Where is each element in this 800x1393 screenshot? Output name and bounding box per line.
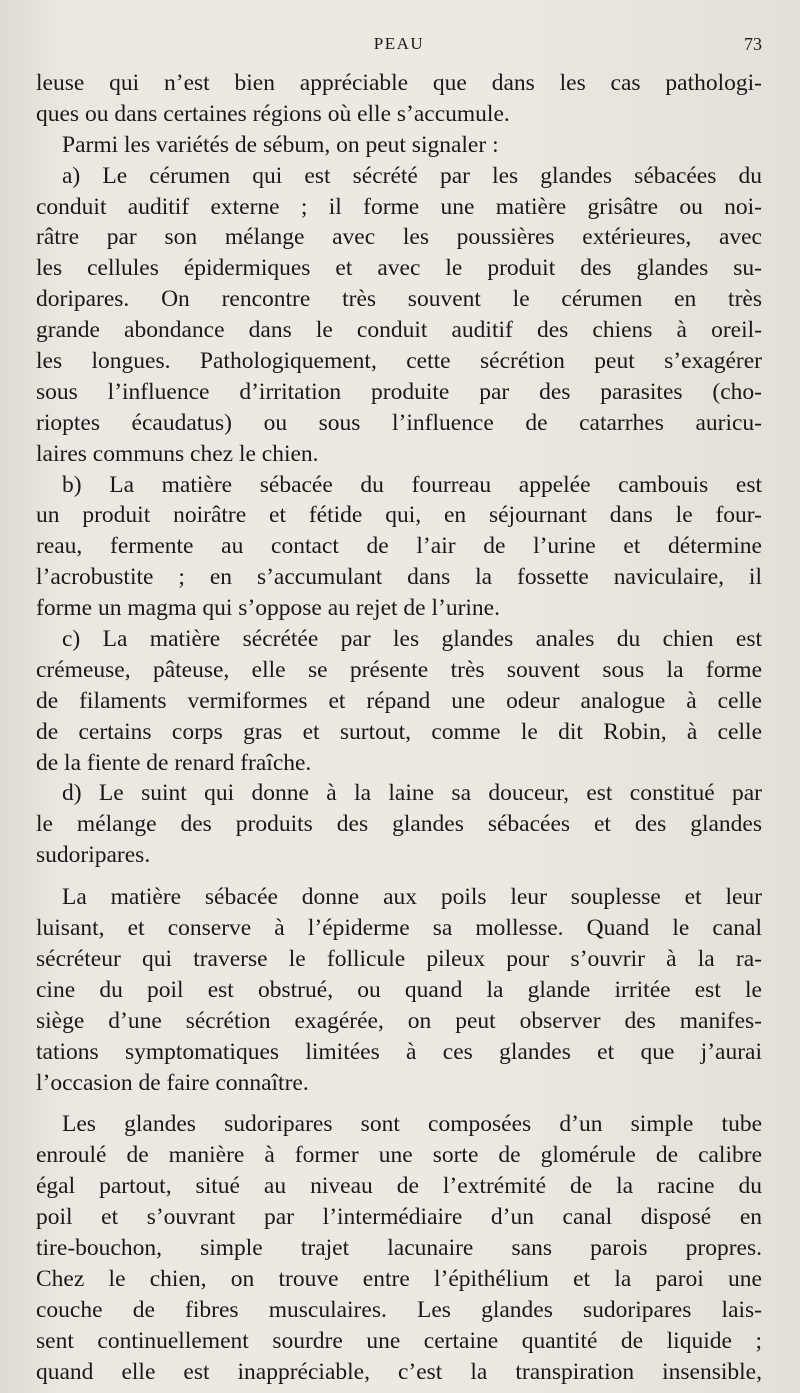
text-line: de la fiente de renard fraîche.	[36, 749, 312, 776]
text-line: ques ou dans certaines régions où elle s’accumule.	[36, 100, 510, 127]
text-line: quand elle est inappréciable, c’est la transpiration insensible,	[36, 1358, 762, 1385]
text-line: l’acrobustite ; en s’accumulant dans la fossette naviculaire, il	[36, 564, 762, 591]
text-line: forme un magma qui s’oppose au rejet de l’urine.	[36, 595, 500, 622]
text-line: sudoripares.	[36, 842, 151, 869]
text-line: l’occasion de faire connaître.	[36, 1069, 309, 1096]
text-line: de certains corps gras et surtout, comme le dit Robin, à celle	[36, 718, 762, 745]
text-line: cine du poil est obstrué, ou quand la glande irritée est le	[36, 976, 762, 1003]
text-line: laires communs chez le chien.	[36, 440, 319, 467]
text-line: Les glandes sudoripares sont composées d’un simple tube	[62, 1111, 762, 1138]
text-line: b) La matière sébacée du fourreau appelée cambouis est	[62, 471, 762, 498]
text-line: Parmi les variétés de sébum, on peut signaler :	[62, 131, 499, 158]
page-number: 73	[744, 34, 762, 54]
text-line: enroulé de manière à former une sorte de glomérule de calibre	[36, 1142, 762, 1169]
text-line: un produit noirâtre et fétide qui, en séjournant dans le four-	[36, 502, 762, 529]
text-line: égal partout, situé au niveau de l’extrémité de la racine du	[36, 1173, 762, 1200]
text-line: tations symptomatiques limitées à ces glandes et que j’aurai	[36, 1038, 762, 1065]
text-line: sécréteur qui traverse le follicule pileux pour s’ouvrir à la ra-	[36, 945, 762, 972]
text-line: Chez le chien, on trouve entre l’épithélium et la paroi une	[36, 1265, 762, 1292]
text-line: conduit auditif externe ; il forme une matière grisâtre ou noi-	[36, 193, 762, 220]
text-line: le mélange des produits des glandes sébacées et des glandes	[36, 811, 762, 838]
text-line: sent continuellement sourdre une certaine quantité de liquide ;	[36, 1327, 762, 1354]
text-line: d) Le suint qui donne à la laine sa douceur, est constitué par	[62, 780, 762, 807]
text-line: couche de fibres musculaires. Les glandes sudoripares lais-	[36, 1296, 762, 1323]
text-line: doripares. On rencontre très souvent le cérumen en très	[36, 286, 762, 313]
text-line: luisant, et conserve à l’épiderme sa mollesse. Quand le canal	[36, 915, 762, 942]
text-line: c) La matière sécrétée par les glandes anales du chien est	[62, 626, 762, 653]
text-line: grande abondance dans le conduit auditif des chiens à oreil-	[36, 317, 762, 344]
text-line: a) Le cérumen qui est sécrété par les glandes sébacées du	[62, 162, 762, 189]
text-line: La matière sébacée donne aux poils leur souplesse et leur	[62, 884, 762, 911]
text-line: siège d’une sécrétion exagérée, on peut observer des manifes-	[36, 1007, 762, 1034]
text-line: de filaments vermiformes et répand une odeur analogue à celle	[36, 687, 762, 714]
page-header	[36, 34, 762, 58]
text-line: rioptes écaudatus) ou sous l’influence de catarrhes auricu-	[36, 409, 762, 436]
text-line: les longues. Pathologiquement, cette sécrétion peut s’exagérer	[36, 348, 762, 375]
body-text	[36, 68, 762, 1387]
text-line: leuse qui n’est bien appréciable que dans les cas pathologi-	[36, 70, 762, 96]
text-line: sous l’influence d’irritation produite par des parasites (cho-	[36, 378, 762, 405]
text-line: râtre par son mélange avec les poussières extérieures, avec	[36, 224, 762, 251]
text-line: reau, fermente au contact de l’air de l’urine et détermine	[36, 533, 762, 560]
text-line: les cellules épidermiques et avec le produit des glandes su-	[36, 255, 762, 282]
text-line: crémeuse, pâteuse, elle se présente très souvent sous la forme	[36, 656, 762, 683]
text-line: poil et s’ouvrant par l’intermédiaire d’un canal disposé en	[36, 1204, 762, 1231]
text-line: tire-bouchon, simple trajet lacunaire sans parois propres.	[36, 1234, 762, 1261]
running-head: PEAU	[373, 34, 425, 53]
